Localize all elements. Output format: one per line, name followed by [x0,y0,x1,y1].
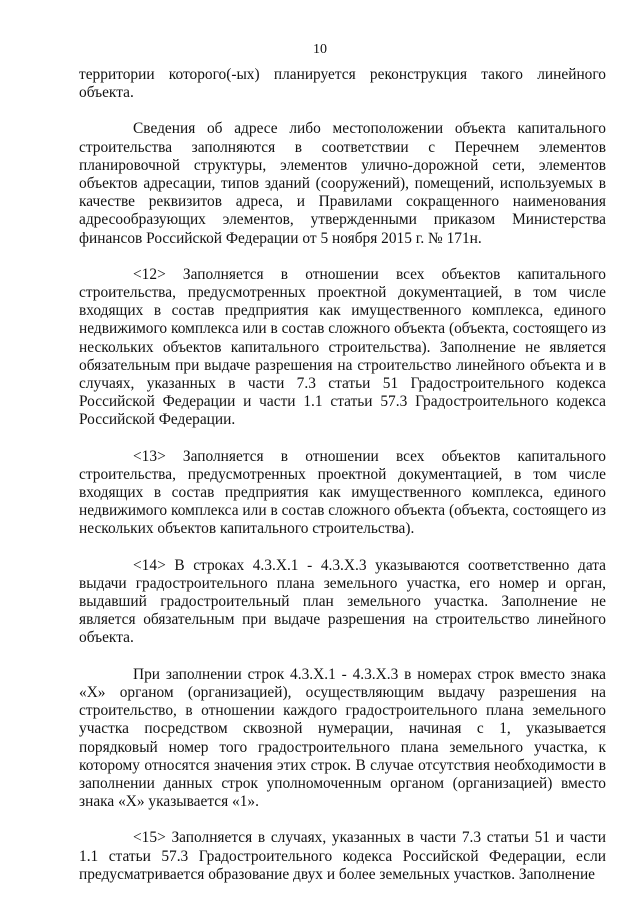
paragraph-continuation: территории которого(-ых) планируется реконструкция такого линейного объекта. [79,66,606,102]
page-number: 10 [313,42,327,57]
paragraph-address-info: Сведения об адресе либо местоположении объекта капитального строительства заполняются в соответствии с Перечнем элементов планировочной структуры, элементов улично-дорожной сети, элементов объектов адресации, типов зданий (сооружений), помещений, используемых в качестве реквизитов адреса, и Правилами сокращенного наименования адресообразующих элементов, утвержденными приказом Министерства финансов Российской Федерации от 5 ноября 2015 г. № 171н. [79,120,606,247]
paragraph-rows-filling: При заполнении строк 4.3.Х.1 - 4.3.Х.3 в номерах строк вместо знака «Х» органом (организацией), осуществляющим выдачу разрешения на строительство, в отношении каждого градостроительного плана земельного участка посредством сквозной нумерации, начиная с 1, указывается порядковый номер того градостроительного плана земельного участка, к которому относятся значения этих строк. В случае отсутствия необходимости в заполнении данных строк уполномоченным органом (организацией) вместо знака «Х» указывается «1». [79,665,606,811]
footnote-15: <15> Заполняется в случаях, указанных в части 7.3 статьи 51 и части 1.1 статьи 57.3 Градостроительного кодекса Российской Федерации, если предусматривается образование двух и более земельных участков. Заполнение [79,829,606,883]
footnote-14: <14> В строках 4.3.Х.1 - 4.3.Х.3 указываются соответственно дата выдачи градостроительного плана земельного участка, его номер и орган, выдавший градостроительный план земельного участка. Заполнение не является обязательным при выдаче разрешения на строительство линейного объекта. [79,556,606,647]
footnote-13: <13> Заполняется в отношении всех объектов капитального строительства, предусмотренных проектной документацией, в том числе входящих в состав предприятия как имущественного комплекса, единого недвижимого комплекса или в состав сложного объекта (объекта, состоящего из нескольких объектов капитального строительства). [79,447,606,538]
document-body [79,66,606,902]
footnote-12: <12> Заполняется в отношении всех объектов капитального строительства, предусмотренных проектной документацией, в том числе входящих в состав предприятия как имущественного комплекса, единого недвижимого комплекса или в состав сложного объекта (объекта, состоящего из нескольких объектов капитального строительства). Заполнение не является обязательным при выдаче разрешения на строительство линейного объекта и в случаях, указанных в части 7.3 статьи 51 Градостроительного кодекса Российской Федерации и части 1.1 статьи 57.3 Градостроительного кодекса Российской Федерации. [79,265,606,429]
